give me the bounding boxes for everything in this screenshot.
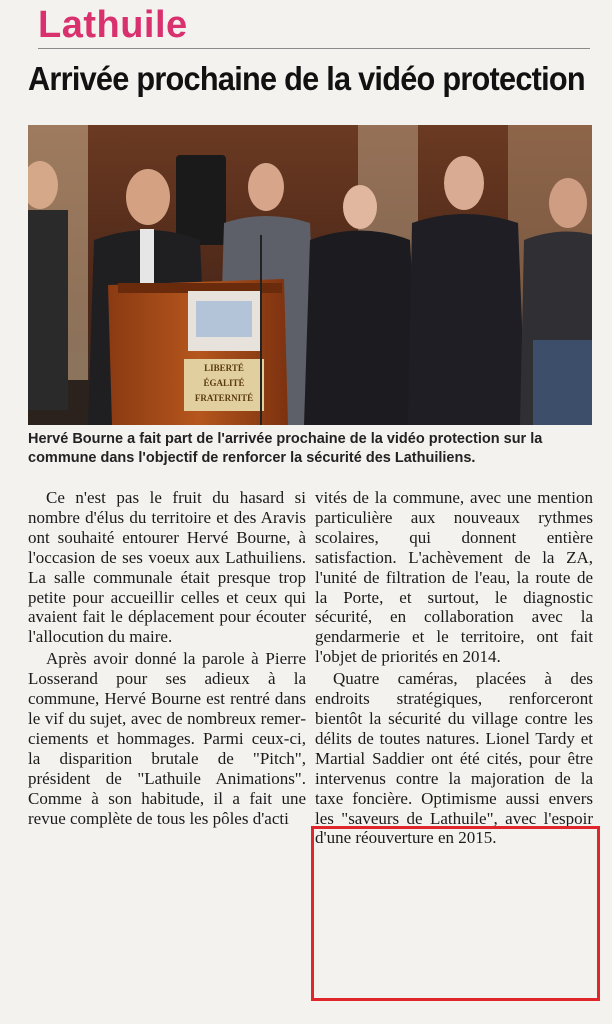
paragraph: Après avoir donné la parole à Pierre Losserand pour ses adieux à la commune, Hervé Bourne est rentré dans le vif du sujet, avec de nombreux remerciements et hommages. Parmi ceux-ci, la disparition brutale de "Pitch", président de "Lathuile Animations". Comme à son habitude, il a fait une revue complète de tous les pôles d'acti [28,649,306,828]
podium-sign [184,361,264,406]
section-title: Lathuile [38,4,188,46]
article-column-2 [315,488,593,848]
paragraph: Quatre caméras, placées à des endroits stratégiques, renforceront bientôt la sécurité du village contre les délits de toutes natures. Lionel Tardy et Martial Saddier ont été cités, pour être intervenus contre la majoration de la taxe foncière. Optimisme aussi envers les "saveurs de Lathuile", avec l'espoir d'une réouverture en 2015. [315,669,593,848]
article-photo [28,125,592,425]
paragraph: Ce n'est pas le fruit du hasard si nombre d'élus du territoire et des Aravis ont souhaité entourer Hervé Bourne, à l'occasion de ses voeux aux Lathuiliens. La salle communale était presque trop petite pour accueillir celles et ceux qui avaient fait le déplacement pour écouter l'allocution du maire. [28,488,306,647]
podium-sign-line: LIBERTÉ [204,363,244,373]
article-column-1 [28,488,306,828]
section-rule [38,48,590,49]
photo-caption: Hervé Bourne a fait part de l'arrivée prochaine de la vidéo protection sur la commune dans l'objectif de renforcer la sécurité des Lathuiliens. [28,431,543,466]
highlight-box [311,826,600,1001]
article-headline: Arrivée prochaine de la vidéo protection [28,60,585,97]
podium-sign-line: ÉGALITÉ [203,378,245,388]
paragraph: vités de la commune, avec une mention particulière aux nouveaux rythmes scolaires, qui donnent entière satisfaction. L'achèvement de la ZA, l'unité de filtration de l'eau, la route de la Porte, et surtout, le diagnostic sécurité, en collaboration avec la gendarmerie et le territoire, ont fait l'objet de priorités en 2014. [315,488,593,667]
podium-sign-line: FRATERNITÉ [194,393,254,403]
